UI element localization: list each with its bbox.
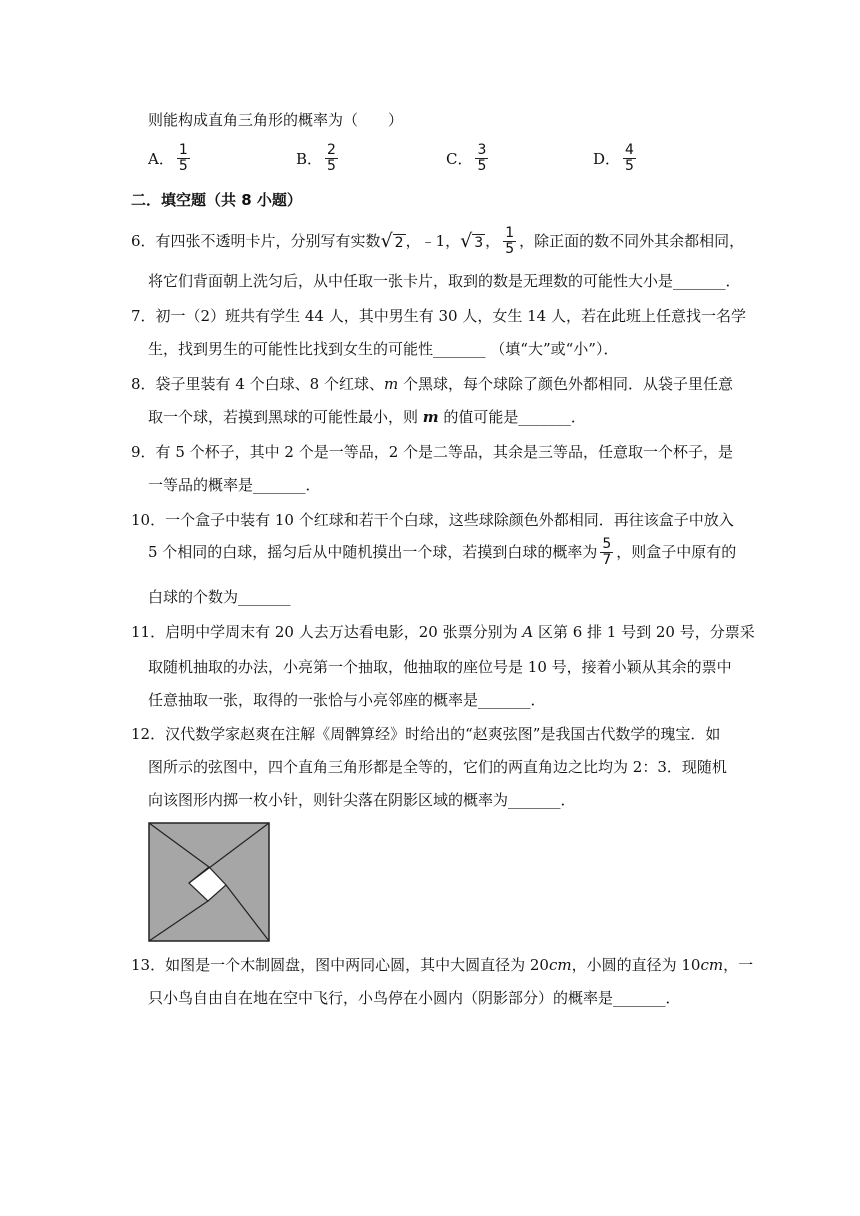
question-number: 6． [131, 232, 156, 250]
question-6-line2: 将它们背面朝上洗匀后，从中任取一张卡片，取到的数是无理数的可能性大小是_______． [148, 272, 741, 290]
question-number: 13． [131, 956, 166, 974]
question-number: 7． [131, 307, 156, 325]
question-10-line1: 10．一个盒子中装有 10 个红球和若干个白球，这些球除颜色外都相同．再往该盒子中放入 [131, 511, 734, 529]
q5-option-b [296, 143, 341, 174]
option-label: A． [148, 150, 174, 168]
question-number: 9． [131, 443, 156, 461]
question-10-line2: 5 个相同的白球，摇匀后从中随机摸出一个球，若摸到白球的概率为 $\frac{5}{7}$ ，则盒子中原有的 [148, 535, 737, 568]
question-12-line1: 12．汉代数学家赵爽在注解《周髀算经》时给出的“赵爽弦图”是我国古代数学的瑰宝．如 [131, 725, 721, 743]
question-7-line2: 生，找到男生的可能性比找到女生的可能性_______ （填“大”或“小”）． [148, 340, 619, 358]
question-11-line3: 任意抽取一张，取得的一张恰与小亮邻座的概率是_______． [148, 691, 546, 709]
question-number: 12． [131, 725, 166, 743]
question-13-line1: 13．如图是一个木制圆盘，图中两同心圆，其中大圆直径为 20cm，小圆的直径为 10cm，一 [131, 956, 754, 974]
q5-option-c [446, 143, 491, 174]
fraction: $\frac{4}{5}$ [625, 142, 634, 174]
fraction: $\frac{1}{5}$ [505, 224, 515, 257]
option-label: B． [296, 150, 323, 168]
sqrt-2: √ 2 [380, 230, 404, 252]
q5-option-d [593, 143, 639, 174]
question-8-line1: 8．袋子里装有 4 个白球、8 个红球、m 个黑球，每个球除了颜色外都相同．从袋子里任意 [131, 375, 733, 393]
q5-tail: 则能构成直角三角形的概率为（ ） [148, 111, 404, 129]
question-10-line3: 白球的个数为_______ [148, 588, 291, 606]
question-12-line2: 图所示的弦图中，四个直角三角形都是全等的，它们的两直角边之比均为 2：3．现随机 [148, 758, 727, 776]
fraction: $\frac{2}{5}$ [327, 142, 336, 174]
question-number: 10． [131, 511, 166, 529]
question-6-line1: 6． 有四张不透明卡片，分别写有实数 √ 2 ，﹣1， √ 3 ， $\frac{1}{5}$ ，除正面的数不同外其余都相同， [131, 224, 745, 257]
fraction: $\frac{1}{5}$ [178, 142, 188, 174]
question-13-line2: 只小鸟自由自在地在空中飞行，小鸟停在小圆内（阴影部分）的概率是_______． [148, 989, 681, 1007]
fraction: $\frac{3}{5}$ [477, 142, 487, 174]
question-11-line1: 11．启明中学周末有 20 人去万达看电影，20 张票分别为 A 区第 6 排 1 号到 20 号，分票采 [131, 623, 755, 641]
section-heading: 二．填空题（共 8 小题） [131, 191, 302, 209]
question-11-line2: 取随机抽取的办法，小亮第一个抽取，他抽取的座位号是 10 号，接着小颖从其余的票中 [148, 658, 732, 676]
question-9-line1: 9．有 5 个杯子，其中 2 个是一等品，2 个是二等品，其余是三等品，任意取一个杯子，是 [131, 443, 734, 461]
option-label: D． [593, 150, 621, 168]
question-7-line1: 7．初一（2）班共有学生 44 人，其中男生有 30 人，女生 14 人，若在此班上任意找一名学 [131, 307, 746, 325]
question-12-line3: 向该图形内掷一枚小针，则针尖落在阴影区域的概率为_______． [148, 791, 576, 809]
question-8-line2: 取一个球，若摸到黑球的可能性最小，则 m 的值可能是_______． [148, 408, 586, 426]
question-number: 11． [131, 623, 166, 641]
question-9-line2: 一等品的概率是_______． [148, 476, 321, 494]
option-label: C． [446, 150, 473, 168]
sqrt-3: √ 3 [460, 230, 484, 252]
question-number: 8． [131, 375, 156, 393]
q5-option-a [148, 143, 193, 174]
zhao-shuang-figure [148, 822, 270, 942]
fraction: $\frac{5}{7}$ [602, 535, 612, 568]
